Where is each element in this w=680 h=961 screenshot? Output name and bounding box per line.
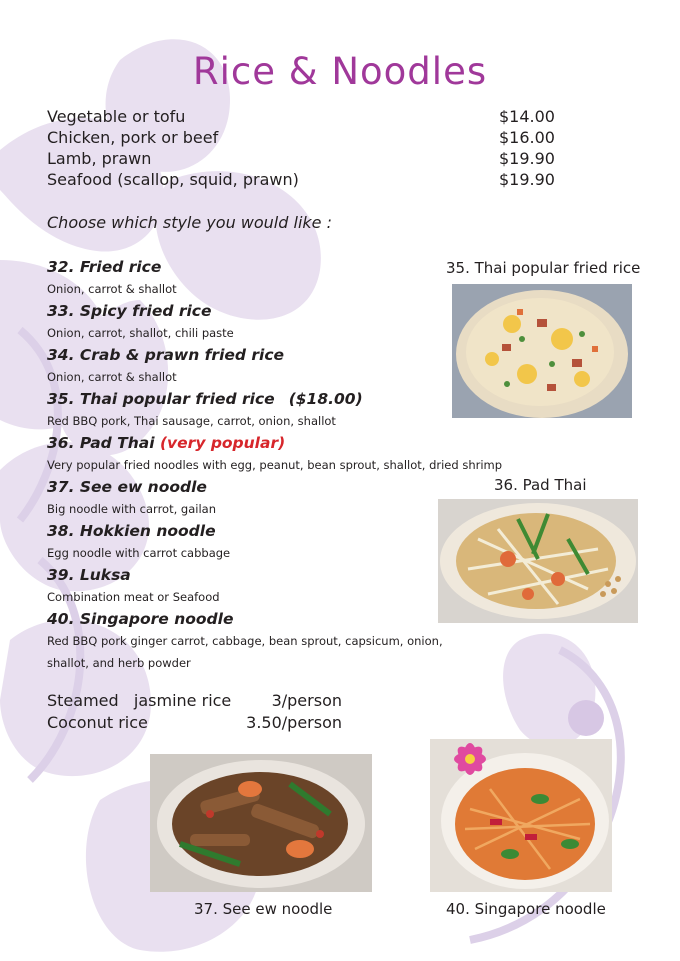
price-value: $19.90 <box>499 170 555 189</box>
menu-item-description: Egg noodle with carrot cabbage <box>47 546 231 560</box>
fried-rice-caption: 35. Thai popular fried rice <box>446 259 641 277</box>
price-row <box>47 127 557 148</box>
menu-item-name: 39. Luksa <box>47 566 131 584</box>
menu-item-description: Onion, carrot, shallot, chili paste <box>47 326 234 340</box>
menu-item-description: Red BBQ pork, Thai sausage, carrot, onion, shallot <box>47 414 336 428</box>
price-row <box>47 106 557 127</box>
protein-price-table <box>47 106 557 190</box>
menu-item-special-price: ($18.00) <box>288 390 363 408</box>
price-label: Chicken, pork or beef <box>47 128 219 147</box>
rice-label: Steamed jasmine rice <box>47 691 232 710</box>
fried-rice-photo <box>452 284 632 418</box>
menu-item-name: 33. Spicy fried rice <box>47 302 212 320</box>
menu-item-name: 35. Thai popular fried rice <box>47 390 275 408</box>
price-label: Seafood (scallop, squid, prawn) <box>47 170 299 189</box>
see-ew-caption: 37. See ew noodle <box>194 900 333 918</box>
pad-thai-photo <box>438 499 638 623</box>
price-row <box>47 148 557 169</box>
menu-item-name-row <box>47 432 507 454</box>
singapore-noodle-photo <box>430 739 612 892</box>
see-ew-noodle-photo <box>150 754 372 892</box>
menu-item-name: 38. Hokkien noodle <box>47 522 216 540</box>
menu-item-description: Onion, carrot & shallot <box>47 282 177 296</box>
rice-price: 3/person <box>271 691 342 710</box>
price-label: Vegetable or tofu <box>47 107 186 126</box>
rice-price-table <box>47 690 342 734</box>
menu-item-description: Onion, carrot & shallot <box>47 370 177 384</box>
menu-item-name-row <box>47 388 507 410</box>
rice-row <box>47 712 342 734</box>
menu-item-description: Big noodle with carrot, gailan <box>47 502 216 516</box>
page-title: Rice & Noodles <box>192 50 488 93</box>
price-value: $16.00 <box>499 128 555 147</box>
menu-item-description: Red BBQ pork ginger carrot, cabbage, bean sprout, capsicum, onion, shallot, and herb powder <box>47 634 443 670</box>
price-value: $14.00 <box>499 107 555 126</box>
menu-item-name: 36. Pad Thai <box>47 434 155 452</box>
rice-row <box>47 690 342 712</box>
price-value: $19.90 <box>499 149 555 168</box>
menu-item-description: Very popular fried noodles with egg, peanut, bean sprout, shallot, dried shrimp <box>47 458 503 472</box>
rice-label: Coconut rice <box>47 713 148 732</box>
price-row <box>47 169 557 190</box>
menu-item-name: 32. Fried rice <box>47 258 162 276</box>
pad-thai-caption: 36. Pad Thai <box>494 476 587 494</box>
menu-item-name: 34. Crab & prawn fried rice <box>47 346 285 364</box>
menu-item-description: Combination meat or Seafood <box>47 590 220 604</box>
popular-highlight: (very popular) <box>159 434 286 452</box>
rice-price: 3.50/person <box>246 713 342 732</box>
choose-style-instruction: Choose which style you would like : <box>47 213 332 232</box>
menu-item-name: 37. See ew noodle <box>47 478 207 496</box>
menu-item-name: 40. Singapore noodle <box>47 610 234 628</box>
price-label: Lamb, prawn <box>47 149 152 168</box>
singapore-noodle-caption: 40. Singapore noodle <box>446 900 606 918</box>
